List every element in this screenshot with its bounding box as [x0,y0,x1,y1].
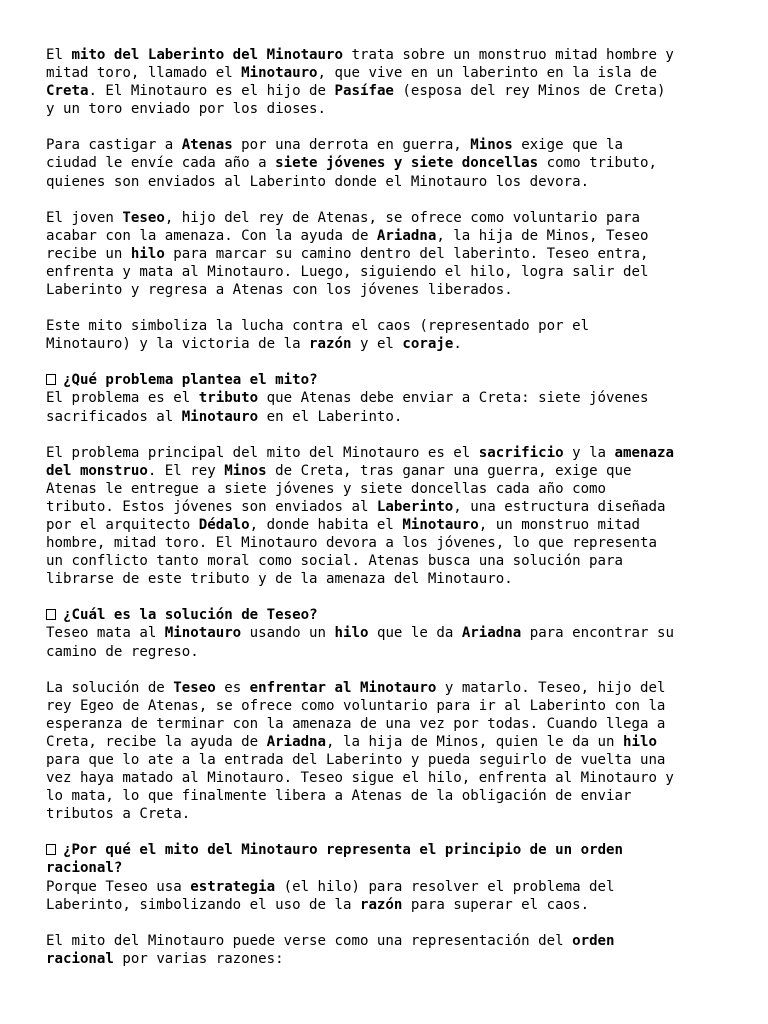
text-run: para marcar su camino dentro del laberinto. Teseo entra, [164,245,649,262]
text-run: para que lo ate a la entrada del Laberinto y pueda seguirlo de vuelta una [46,752,666,768]
text-run: por varias razones: [113,950,284,967]
text-run: ciudad le envíe cada año a [46,155,276,172]
bold-text: estrategia [190,878,276,895]
bold-text: amenaza [614,444,674,461]
bold-text: Atenas [181,137,233,154]
text-run: Laberinto, simbolizando el uso de la [46,896,360,913]
text-run: trata sobre un monstruo mitad hombre y [343,47,674,63]
text-run: Teseo mata al [46,625,165,642]
text-run: esperanza de terminar con la amenaza de una vez por todas. Cuando llega a [46,715,666,732]
text-run: en el Laberinto. [258,408,403,425]
text-run: tributos a Creta. [46,806,191,823]
paragraph-p7 [46,932,728,968]
bold-text: razón [359,896,403,913]
question-paragraph-q2 [46,606,728,660]
text-run: . El Minotauro es el hijo de [88,83,335,100]
text-run: quienes son enviados al Laberinto donde el Minotauro los devora. [46,173,590,190]
text-run: mitad toro, llamado el [46,65,242,82]
bold-text: tributo [198,390,259,407]
text-run: El joven [46,209,123,226]
text-run: El problema es el [46,390,199,407]
bold-text: Minotauro [241,65,318,82]
paragraph-p4 [46,317,728,353]
text-run: como tributo, [538,155,657,172]
text-run: Minotauro) y la victoria de la [46,336,310,353]
text-run: acabar con la amenaza. Con la ayuda de [46,227,377,244]
text-run: por el arquitecto [46,516,199,533]
text-run: es [215,679,250,696]
text-run: de Creta, tras ganar una guerra, exige que [266,462,632,479]
paragraph-p2 [46,136,728,190]
text-run: Este mito simboliza la lucha contra el caos (representado por el [46,318,590,335]
bold-text: Minotauro [181,408,259,425]
bold-text: hilo [334,625,369,642]
bold-text: Dédalo [198,516,250,533]
text-run: vez haya matado al Minotauro. Teseo sigue el hilo, enfrenta al Minotauro y [46,770,674,787]
bold-text: orden [572,932,615,949]
text-run: El [46,47,72,63]
text-run: . El rey [147,462,225,479]
bold-text: Minotauro [164,625,242,642]
text-run: Porque Teseo usa [46,878,191,895]
bold-text: razón [309,336,352,353]
text-run: El problema principal del mito del Minotauro es el [46,444,479,461]
paragraph-p3 [46,209,728,299]
missing-glyph-icon [46,609,56,620]
text-run: tributo. Estos jóvenes son enviados al [46,498,377,515]
bold-text: hilo [130,245,165,262]
bold-text: enfrentar al Minotauro [249,679,437,696]
paragraph-p5 [46,444,728,589]
question-paragraph-q3 [46,841,728,913]
bold-text: Creta [46,83,89,100]
text-run: librarse de este tributo y de la amenaza del Minotauro. [46,571,513,588]
text-run: enfrenta y mata al Minotauro. Luego, siguiendo el hilo, logra salir del [46,263,649,280]
bold-text: racional [46,950,114,967]
text-run: y matarlo. Teseo, hijo del [436,679,666,696]
text-run: , donde habita el [249,516,403,533]
text-run: Para castigar a [46,137,182,154]
text-run: un conflicto tanto moral como social. Atenas busca una solución para [46,553,623,570]
bold-text: Pasífae [334,83,394,100]
text-run: , la hija de Minos, quien le da un [326,733,624,750]
text-run: que Atenas debe enviar a Creta: siete jóvenes [258,390,649,407]
text-run: para encontrar su [521,625,674,642]
missing-glyph-icon [46,844,56,855]
bold-text: Teseo [122,209,165,226]
bold-text: Ariadna [461,625,522,642]
text-run: rey Egeo de Atenas, se ofrece como voluntario para ir al Laberinto con la [46,697,666,714]
bold-text: ¿Qué problema plantea el mito? [63,372,318,389]
text-run: y un toro enviado por los dioses. [46,101,327,118]
paragraph-p6 [46,679,728,824]
text-run: hombre, mitad toro. El Minotauro devora a los jóvenes, lo que representa [46,535,657,552]
bold-text: Minos [224,462,267,479]
text-run: El mito del Minotauro puede verse como una representación del [46,932,573,949]
text-run: Atenas le entregue a siete jóvenes y siete doncellas cada año como [46,480,607,497]
text-run: usando un [241,625,335,642]
bold-text: racional? [46,860,123,877]
bold-text: Laberinto [376,498,454,515]
bold-text: siete jóvenes y siete doncellas [275,155,539,172]
bold-text: del monstruo [46,462,148,479]
text-run: , la hija de Minos, Teseo [436,227,649,244]
bold-text: Minotauro [402,516,479,533]
text-run: que le da [368,625,462,642]
text-run: lo mata, lo que finalmente libera a Atenas de la obligación de enviar [46,788,632,805]
text-run: y la [563,444,615,461]
document-body [46,46,728,968]
text-run: , que vive en un laberinto en la isla de [317,65,657,82]
question-paragraph-q1 [46,371,728,425]
text-run: (esposa del rey Minos de Creta) [393,83,666,100]
bold-text: ¿Por qué el mito del Minotauro representa el principio de un orden [63,842,624,859]
paragraph-p1 [46,46,728,118]
text-run: , una estructura diseñada [453,498,666,515]
bold-text: coraje [402,336,454,353]
text-run: . [453,336,462,353]
text-run: sacrificados al [46,408,182,425]
text-run: , hijo del rey de Atenas, se ofrece como voluntario para [164,209,640,226]
bold-text: hilo [623,733,657,750]
text-run: (el hilo) para resolver el problema del [275,878,615,895]
text-run: , un monstruo mitad [478,516,640,533]
bold-text: Minos [470,137,513,154]
bold-text: mito del Laberinto del Minotauro [71,47,343,63]
text-run: Creta, recibe la ayuda de [46,733,267,750]
bold-text: ¿Cuál es la solución de Teseo? [63,607,318,624]
text-run: por una derrota en guerra, [232,137,471,154]
text-run: para superar el caos. [402,896,590,913]
bold-text: Ariadna [376,227,437,244]
text-run: exige que la [512,137,624,154]
bold-text: sacrificio [478,444,564,461]
text-run: recibe un [46,245,131,262]
text-run: y el [351,336,403,353]
bold-text: Ariadna [266,733,327,750]
bold-text: Teseo [173,679,216,696]
text-run: Laberinto y regresa a Atenas con los jóvenes liberados. [46,282,513,299]
text-run: La solución de [46,679,174,696]
text-run: camino de regreso. [46,643,199,660]
missing-glyph-icon [46,374,56,385]
